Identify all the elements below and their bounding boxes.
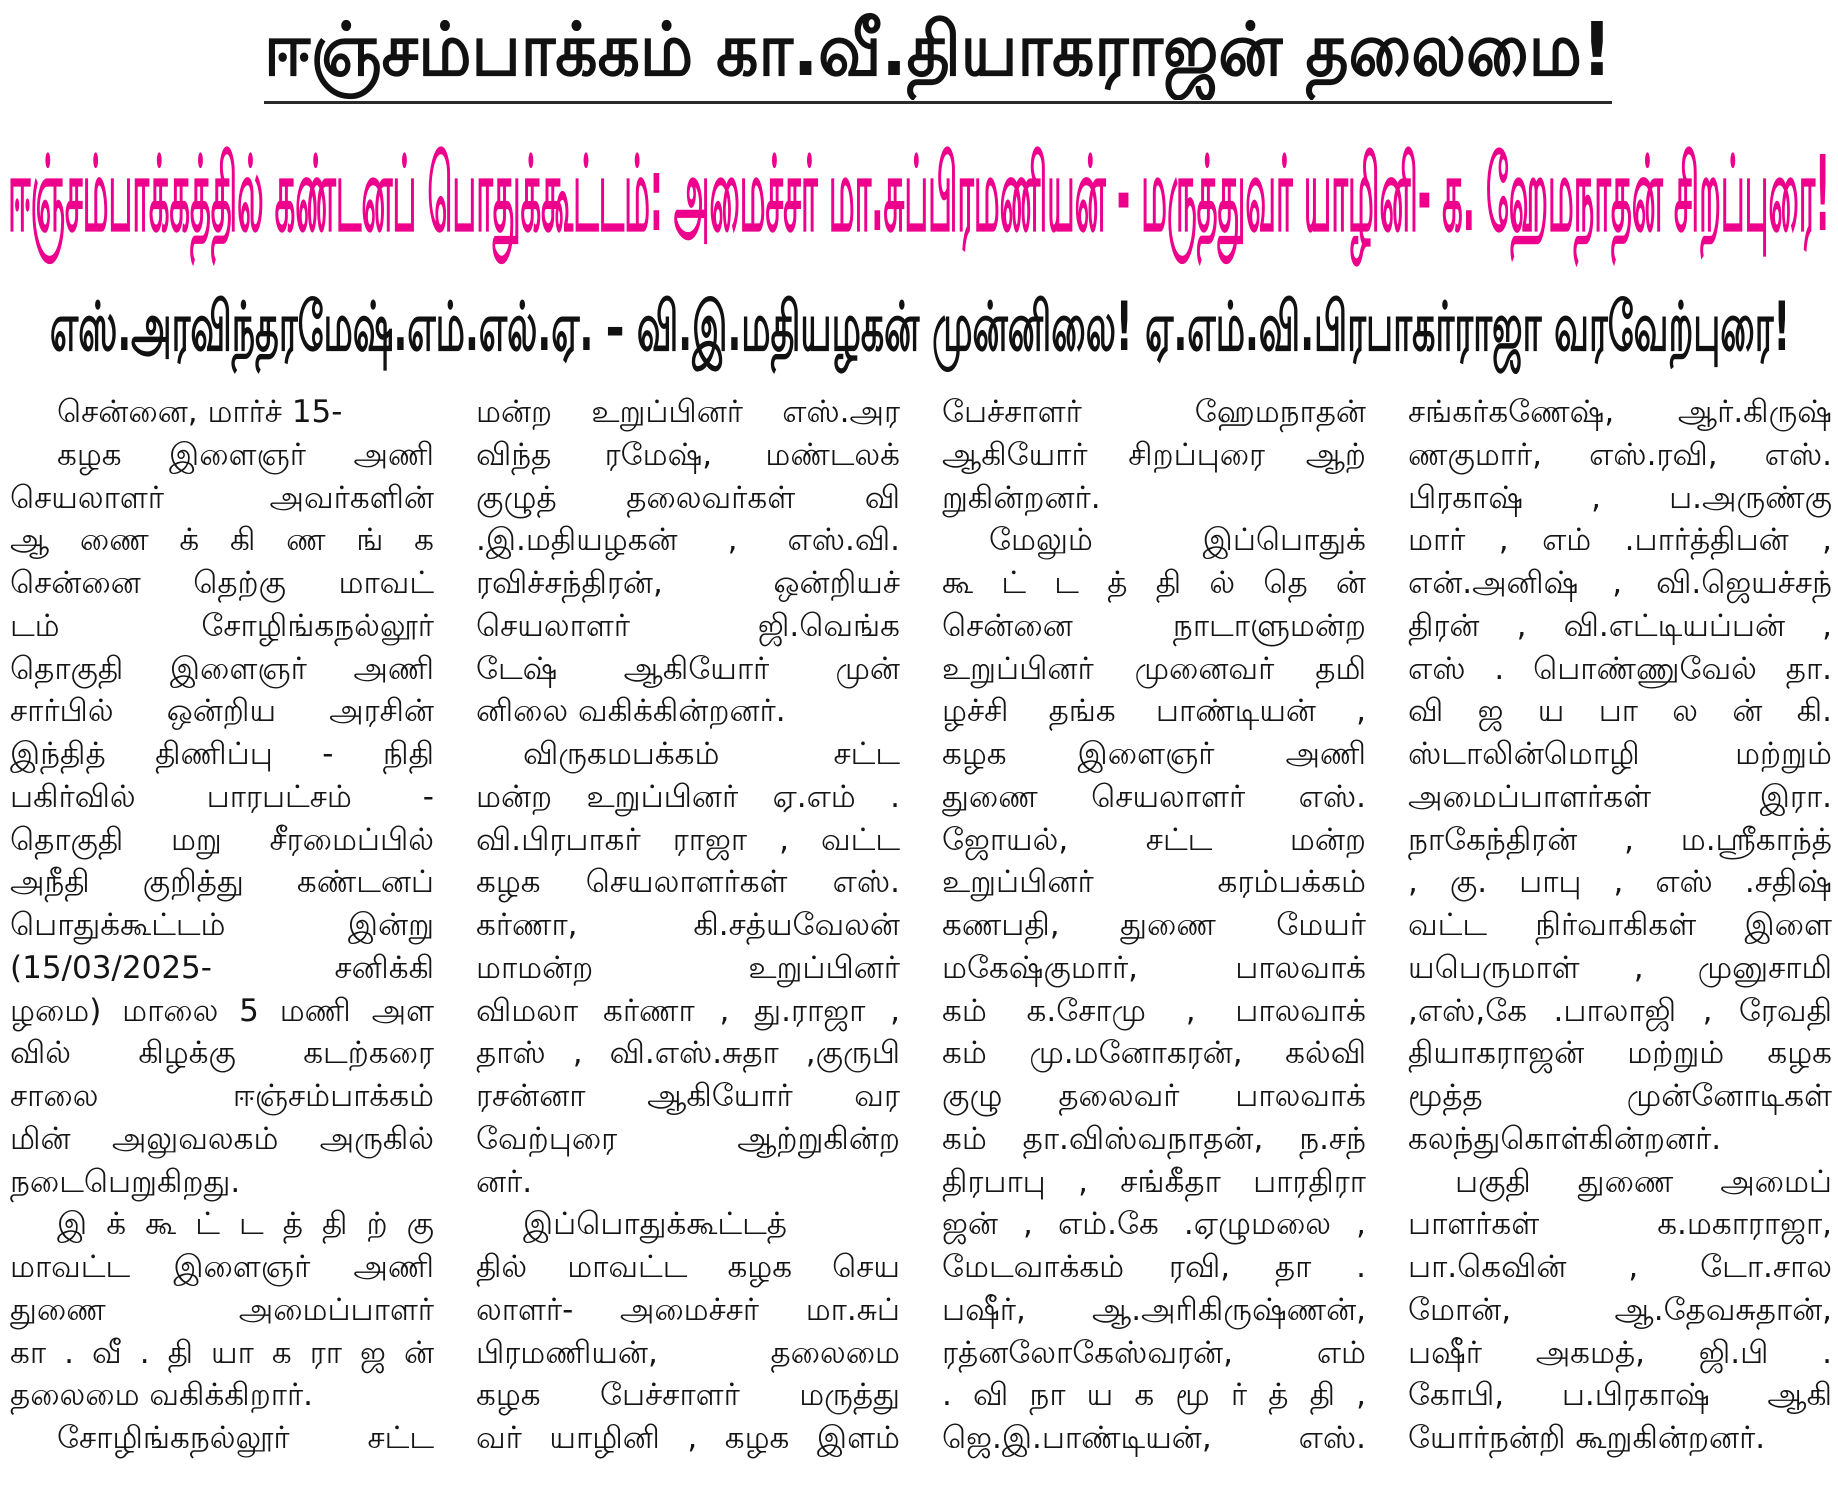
article-line: மார் , எம் .பார்த்திபன் , <box>1408 522 1832 559</box>
article-line: மாமன்ற உறுப்பினர் <box>476 949 900 986</box>
article-line: பொதுக்கூட்டம் இன்று <box>10 907 434 943</box>
article-line: கழக இளைஞர் அணி <box>57 436 434 473</box>
headline-deck: எஸ்.அரவிந்தரமேஷ்.எம்.எல்.ஏ. – வி.இ.மதியழகன் முன்னிலை! ஏ.எம்.வி.பிரபாகர்ராஜா வரவேற்புரை! <box>50 288 1790 367</box>
article-line: னர். <box>476 1163 533 1200</box>
article-line: கம் தா.விஸ்வநாதன், ந.சந் <box>942 1120 1366 1157</box>
article-line: யபெருமாள் , முனுசாமி <box>1408 949 1832 986</box>
article-line: கோபி, ப.பிரகாஷ் ஆகி <box>1408 1377 1832 1414</box>
article-line: பகுதி துணை அமைப் <box>1455 1163 1832 1200</box>
article-line: யோர்நன்றி கூறுகின்றனர். <box>1408 1420 1766 1456</box>
article-line: றுகின்றனர். <box>942 479 1101 516</box>
article-line: மேலும் இப்பொதுக் <box>989 522 1366 559</box>
article-line: ஜன் , எம்.கே .ஏழுமலை , <box>942 1206 1366 1243</box>
article-line: வில் கிழக்கு கடற்கரை <box>10 1035 434 1072</box>
article-line: மன்ற உறுப்பினர் எஸ்.அர <box>476 394 900 430</box>
article-line: பேச்சாளர் ஹேமநாதன் <box>942 394 1366 430</box>
article-paragraph <box>10 1417 434 1460</box>
article-line: ஆகியோர் சிறப்புரை ஆற் <box>942 436 1366 473</box>
article-line: லாளர்- அமைச்சர் மா.சுப் <box>476 1291 900 1328</box>
article-line: மோன், ஆ.தேவசுதான், <box>1408 1291 1832 1328</box>
article-line: மூத்த முன்னோடிகள் <box>1408 1078 1832 1114</box>
article-line: மேடவாக்கம் ரவி, தா . <box>942 1249 1366 1285</box>
article-line: கர்ணா, கி.சத்யவேலன் <box>476 907 900 943</box>
article-line: செயலாளர் அவர்களின் <box>10 479 434 516</box>
article-line: நடைபெறுகிறது. <box>10 1163 241 1200</box>
headline-title: ஈஞ்சம்பாக்கம் கா.வீ.தியாகராஜன் தலைமை! <box>264 7 1612 93</box>
article-line: ரத்னலோகேஸ்வரன், எம் <box>942 1334 1366 1371</box>
article-column <box>1408 391 1832 1460</box>
article-line: இந்தித் திணிப்பு - நிதி <box>10 736 434 772</box>
article-line: கணபதி, துணை மேயர் <box>942 907 1366 943</box>
article-line: என்.அனிஷ் , வி.ஜெயச்சந் <box>1408 565 1832 601</box>
article-paragraph <box>476 1203 900 1460</box>
article-line: குழு தலைவர் பாலவாக் <box>942 1078 1366 1114</box>
article-line: ரசன்னா ஆகியோர் வர <box>476 1078 900 1114</box>
article-line: வி ஜ ய பா ல ன் கி. <box>1408 693 1832 730</box>
article-line: வி.பிரபாகர் ராஜா , வட்ட <box>476 821 900 858</box>
headline-subtitle: ஈஞ்சம்பாக்கத்தில் கண்டனப் பொதுக்கூட்டம்: அமைச்சர் மா.சுப்பிரமணியன் - மருத்துவர் யாழினி- க. ஹேமநாதன் சிறப்புரை! <box>8 133 1830 255</box>
article-line: பகிர்வில் பாரபட்சம் - <box>10 778 434 815</box>
article-line: தாஸ் , வி.எஸ்.சுதா ,குருபி <box>476 1035 900 1072</box>
article-line: பஷீர், ஆ.அரிகிருஷ்ணன், <box>942 1291 1366 1328</box>
article-line: வர் யாழினி , கழக இளம் <box>476 1420 900 1456</box>
article-line: கூ ட் ட த் தி ல் தெ ன் <box>942 565 1366 601</box>
article-column <box>476 391 900 1460</box>
article-line: இ க் கூ ட் ட த் தி ற் கு <box>57 1206 434 1243</box>
article-line: அநீதி குறித்து கண்டனப் <box>10 864 434 901</box>
article-paragraph <box>1408 1161 1832 1460</box>
article-paragraph <box>942 519 1366 1460</box>
article-line: . வி நா ய க மூ ர் த் தி , <box>942 1377 1366 1414</box>
article-line: டேஷ் ஆகியோர் முன் <box>476 650 900 687</box>
article-paragraph <box>10 434 434 1204</box>
article-line: விந்த ரமேஷ், மண்டலக் <box>476 436 900 473</box>
article-line: , கு. பாபு , எஸ் .சதிஷ் <box>1408 864 1832 901</box>
article-paragraph <box>476 733 900 1203</box>
article-line: திரபாபு , சங்கீதா பாரதிரா <box>942 1163 1366 1200</box>
article-line: கம் க.சோமு , பாலவாக் <box>942 992 1366 1029</box>
article-line: மகேஷ்குமார், பாலவாக் <box>942 949 1366 986</box>
article-line: தொகுதி இளைஞர் அணி <box>10 650 434 687</box>
article-line: வேற்புரை ஆற்றுகின்ற <box>476 1120 900 1157</box>
article-column <box>10 391 434 1460</box>
article-line: ரவிச்சந்திரன், ஒன்றியச் <box>476 565 900 601</box>
article-line: ழமை) மாலை 5 மணி அள <box>10 992 434 1029</box>
article-line: சார்பில் ஒன்றிய அரசின் <box>10 693 434 730</box>
article-line: கா . வீ . தி யா க ரா ஜ ன் <box>10 1334 434 1371</box>
article-line: னிலை வகிக்கின்றனர். <box>476 693 786 730</box>
article-line: ஆ ணை க் கி ண ங் க <box>10 522 434 559</box>
article-line: சென்னை நாடாளுமன்ற <box>942 607 1366 644</box>
article-line: விருகமபக்கம் சட்ட <box>523 736 900 772</box>
article-line: விமலா கர்ணா , து.ராஜா , <box>476 992 900 1029</box>
article-line: இப்பொதுக்கூட்டத் <box>523 1206 787 1243</box>
article-line: பிரகாஷ் , ப.அருண்கு <box>1408 479 1832 516</box>
article-line: தில் மாவட்ட கழக செய <box>476 1249 900 1285</box>
article-line: சென்னை, மார்ச் 15- <box>57 394 343 430</box>
article-line: கழக செயலாளர்கள் எஸ். <box>476 864 900 901</box>
article-paragraph <box>1408 391 1832 1161</box>
article-line: பஷீர் அகமத், ஜி.பி . <box>1408 1334 1832 1371</box>
article-line: ஜெ.இ.பாண்டியன், எஸ். <box>942 1420 1366 1456</box>
article-line: கம் மு.மனோகரன், கல்வி <box>942 1035 1366 1072</box>
article-line: கழக பேச்சாளர் மருத்து <box>476 1377 900 1414</box>
article-line: (15/03/2025- சனிக்கி <box>10 949 434 986</box>
article-line: டம் சோழிங்கநல்லூர் <box>10 607 434 644</box>
article-line: சோழிங்கநல்லூர் சட்ட <box>57 1420 434 1456</box>
article-line: வட்ட நிர்வாகிகள் இளை <box>1408 907 1832 943</box>
article-line: ஜோயல், சட்ட மன்ற <box>942 821 1366 858</box>
article-line: மின் அலுவலகம் அருகில் <box>10 1120 434 1157</box>
article-line: சாலை ஈஞ்சம்பாக்கம் <box>10 1078 434 1114</box>
article-line: செயலாளர் ஜி.வெங்க <box>476 607 900 644</box>
article-line: .இ.மதியழகன் , எஸ்.வி. <box>476 522 900 559</box>
article-line: ழச்சி தங்க பாண்டியன் , <box>942 693 1366 730</box>
article-line: அமைப்பாளர்கள் இரா. <box>1408 778 1832 815</box>
article-line: திரன் , வி.எட்டியப்பன் , <box>1408 607 1832 644</box>
article-paragraph <box>10 391 434 434</box>
article-line: ணகுமார், எஸ்.ரவி, எஸ். <box>1408 436 1832 473</box>
article-line: தலைமை வகிக்கிறார். <box>10 1377 314 1414</box>
article-line: துணை செயலாளர் எஸ். <box>942 778 1366 815</box>
article-paragraph <box>476 391 900 733</box>
article-line: தியாகராஜன் மற்றும் கழக <box>1408 1035 1832 1072</box>
article-line: தொகுதி மறு சீரமைப்பில் <box>10 821 434 858</box>
article-line: ,எஸ்,கே .பாலாஜி , ரேவதி <box>1408 992 1832 1029</box>
article-line: உறுப்பினர் முனைவர் தமி <box>942 650 1366 687</box>
article-line: பாளர்கள் க.மகாராஜா, <box>1408 1206 1832 1243</box>
article-line: பிரமணியன், தலைமை <box>476 1334 900 1371</box>
article-line: பா.கெவின் , டோ.சால <box>1408 1249 1832 1285</box>
article-line: சங்கர்கணேஷ், ஆர்.கிருஷ் <box>1408 394 1832 430</box>
article-line: உறுப்பினர் கரம்பக்கம் <box>942 864 1366 901</box>
article-column <box>942 391 1366 1460</box>
article-line: ஸ்டாலின்மொழி மற்றும் <box>1408 736 1832 772</box>
article-paragraph <box>10 1203 434 1417</box>
article-line: கழக இளைஞர் அணி <box>942 736 1366 772</box>
article-line: கலந்துகொள்கின்றனர். <box>1408 1120 1722 1157</box>
article-line: எஸ் . பொண்ணுவேல் தா. <box>1408 650 1832 687</box>
article-line: நாகேந்திரன் , ம.ஸ்ரீகாந்த் <box>1408 821 1832 858</box>
article-line: சென்னை தெற்கு மாவட் <box>10 565 434 601</box>
article-line: மாவட்ட இளைஞர் அணி <box>10 1249 434 1285</box>
article-line: குழுத் தலைவர்கள் வி <box>476 479 900 516</box>
article-line: மன்ற உறுப்பினர் ஏ.எம் . <box>476 778 900 815</box>
article-paragraph <box>942 391 1366 519</box>
article-line: துணை அமைப்பாளர் <box>10 1291 434 1328</box>
